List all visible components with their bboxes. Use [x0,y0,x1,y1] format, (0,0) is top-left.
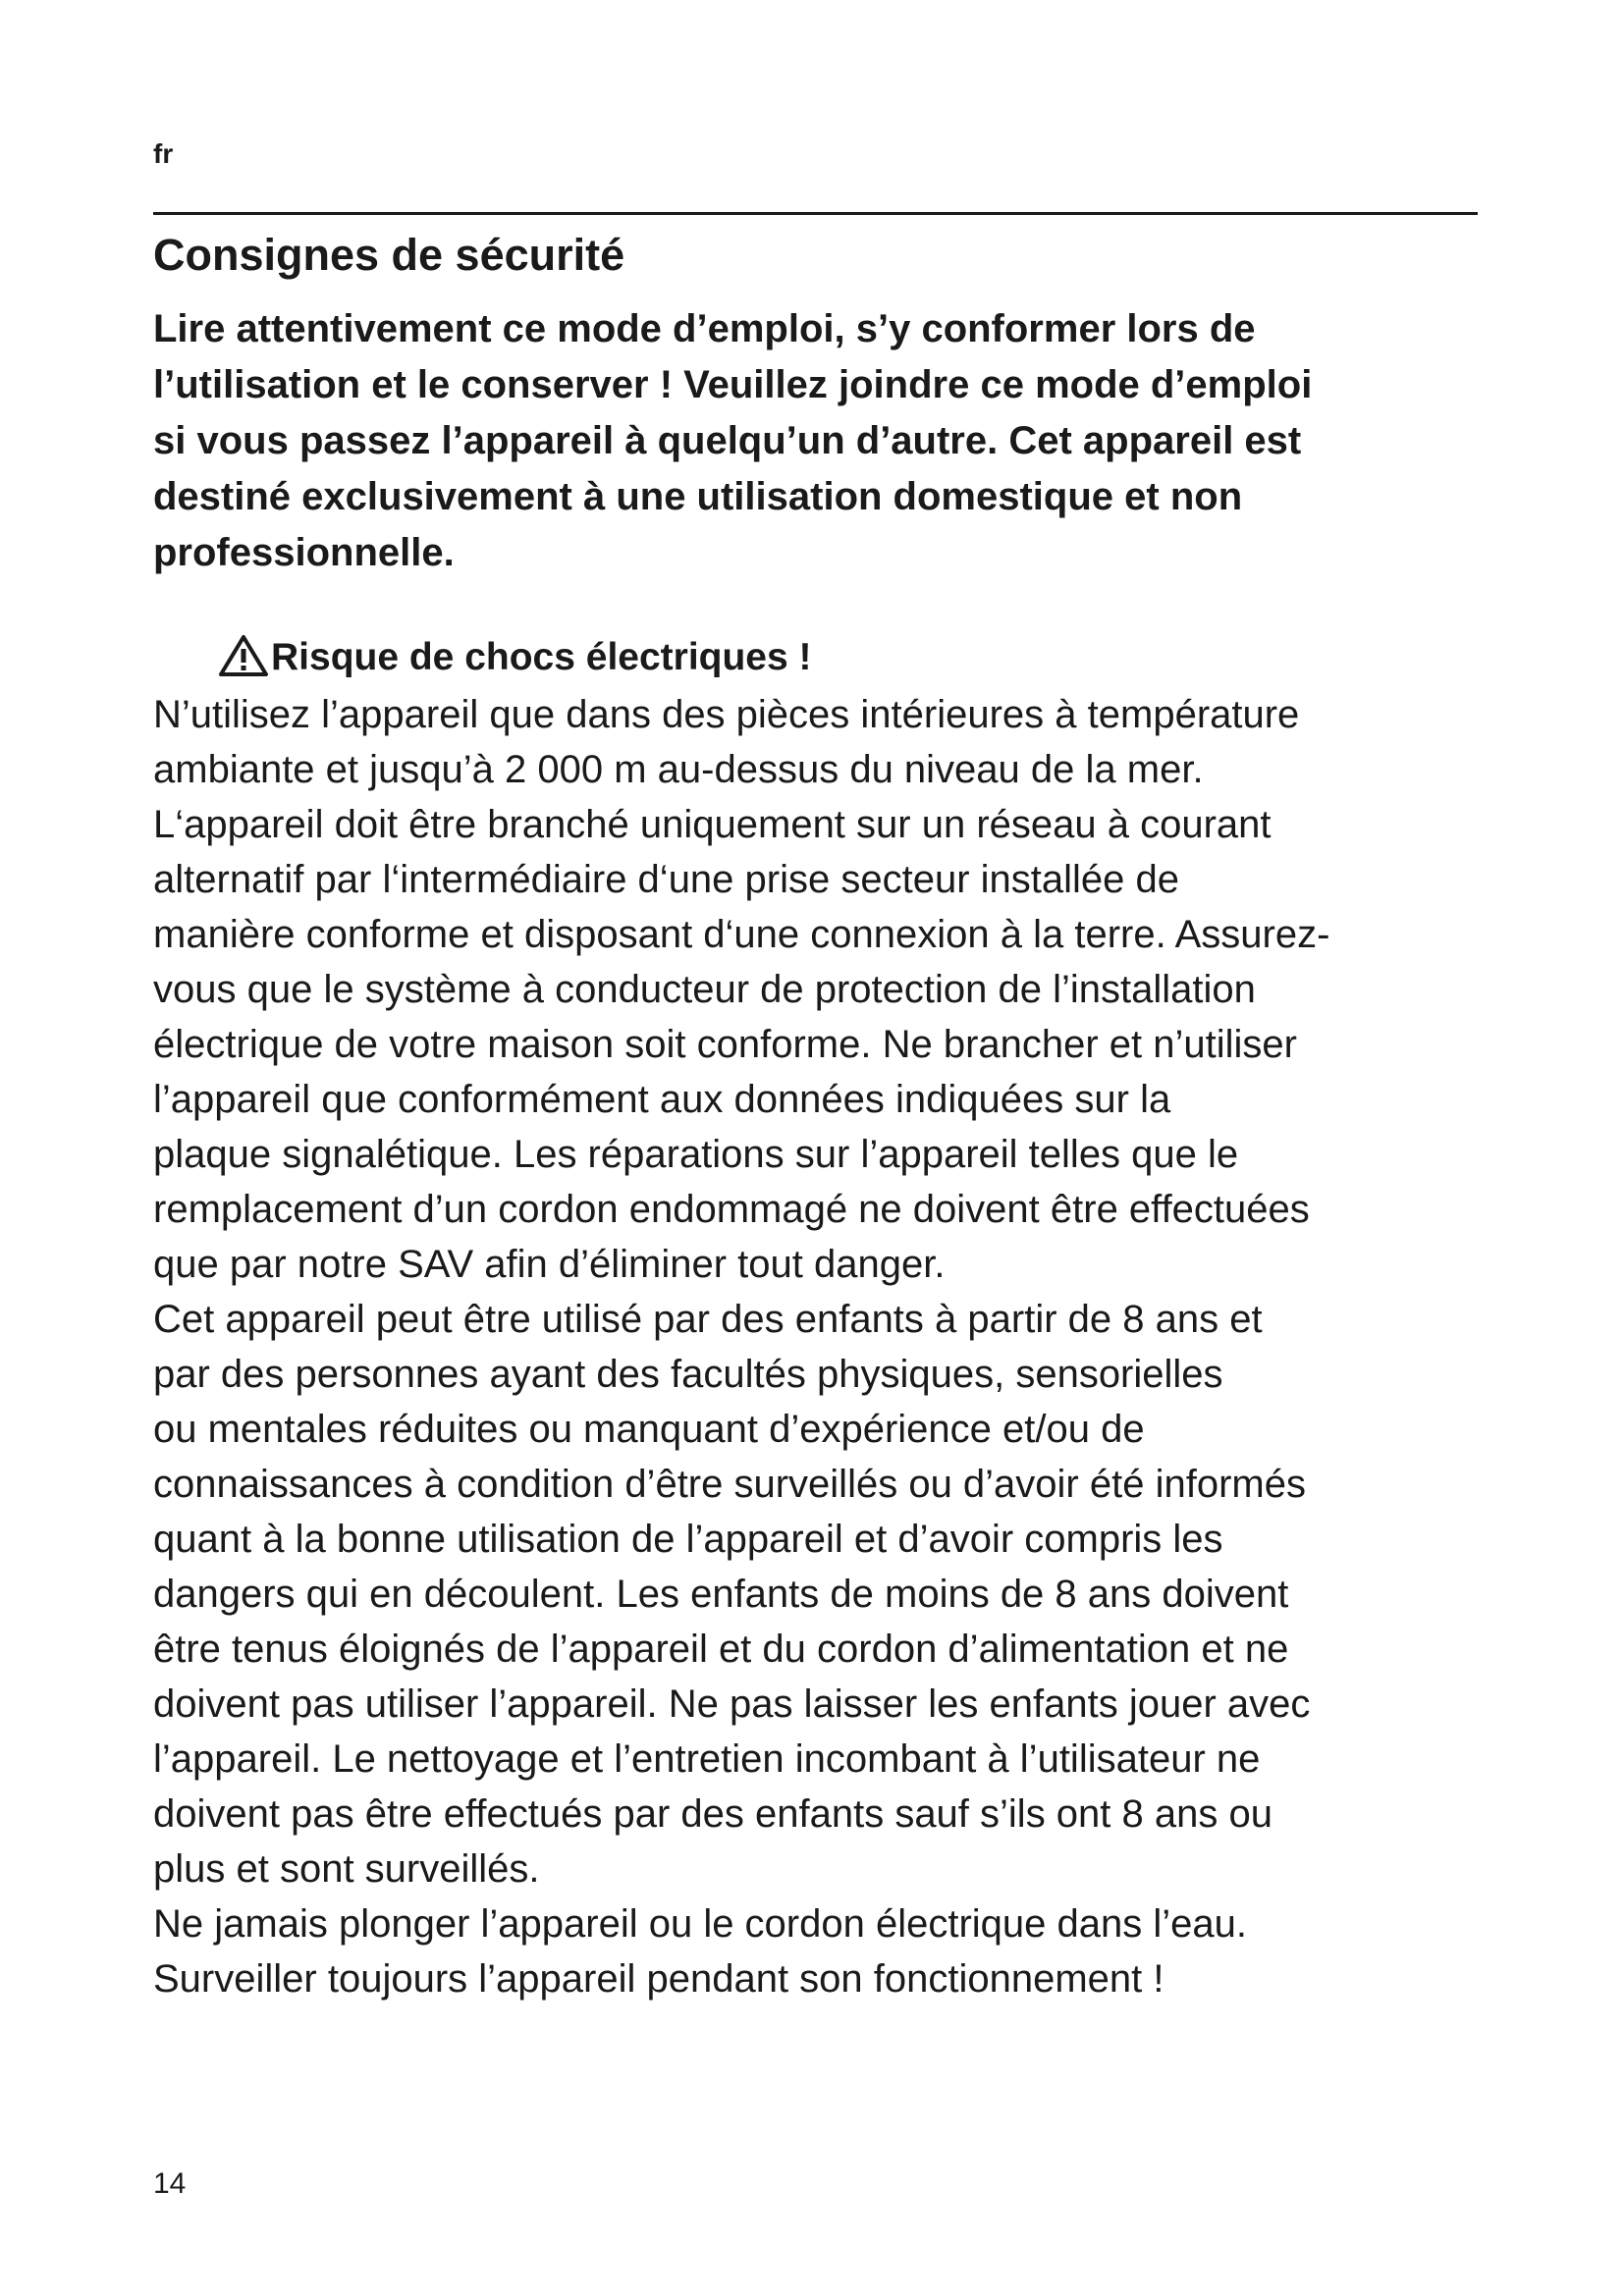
body-line: plus et sont surveillés. [153,1847,540,1891]
intro-line: professionnelle. [153,531,455,574]
body-line: doivent pas utiliser l’appareil. Ne pas laisser les enfants jouer avec [153,1682,1311,1726]
body-line: que par notre SAV afin d’éliminer tout danger. [153,1243,946,1286]
body-line: électrique de votre maison soit conforme. Ne brancher et n’utiliser [153,1023,1297,1066]
body-line: l’appareil. Le nettoyage et l’entretien incombant à l’utilisateur ne [153,1737,1261,1781]
warning-heading-text: Risque de chocs électriques ! [271,636,812,678]
body-line: Ne jamais plonger l’appareil ou le cordon électrique dans l’eau. [153,1902,1248,1946]
body-line: l’appareil que conformément aux données indiquées sur la [153,1078,1171,1121]
body-line: L‘appareil doit être branché uniquement sur un réseau à courant [153,803,1272,846]
body-line: Cet appareil peut être utilisé par des enfants à partir de 8 ans et [153,1298,1263,1341]
body-line: Surveiller toujours l’appareil pendant son fonctionnement ! [153,1957,1164,2001]
body-line: par des personnes ayant des facultés physiques, sensorielles [153,1353,1223,1396]
page-number: 14 [153,2167,187,2200]
header-divider [153,212,1478,215]
body-line: être tenus éloignés de l’appareil et du cordon d’alimentation et ne [153,1628,1289,1671]
body-line: N’utilisez l’appareil que dans des pièces intérieures à température [153,693,1300,736]
body-line: alternatif par l‘intermédiaire d‘une prise secteur installée de [153,858,1179,901]
body-line: dangers qui en découlent. Les enfants de moins de 8 ans doivent [153,1573,1289,1616]
warning-heading [218,628,812,687]
intro-line: Lire attentivement ce mode d’emploi, s’y conformer lors de [153,307,1256,350]
warning-triangle-icon [218,634,269,677]
body-line: ou mentales réduites ou manquant d’expérience et/ou de [153,1408,1145,1451]
body-line: remplacement d’un cordon endommagé ne doivent être effectuées [153,1188,1310,1231]
safety-body-text [153,687,1329,2006]
intro-line: destiné exclusivement à une utilisation domestique et non [153,475,1243,518]
section-title: Consignes de sécurité [153,230,625,280]
intro-paragraph [153,301,1312,581]
intro-line: l’utilisation et le conserver ! Veuillez joindre ce mode d’emploi [153,363,1313,406]
language-tag: fr [153,138,174,169]
body-line: ambiante et jusqu’à 2 000 m au-dessus du niveau de la mer. [153,748,1204,791]
body-line: vous que le système à conducteur de protection de l’installation [153,968,1256,1011]
body-line: quant à la bonne utilisation de l’appareil et d’avoir compris les [153,1518,1223,1561]
body-line: plaque signalétique. Les réparations sur l’appareil telles que le [153,1133,1239,1176]
body-line: doivent pas être effectués par des enfants sauf s’ils ont 8 ans ou [153,1792,1272,1836]
body-line: manière conforme et disposant d‘une connexion à la terre. Assurez- [153,913,1330,956]
intro-line: si vous passez l’appareil à quelqu’un d’autre. Cet appareil est [153,419,1302,462]
body-line: connaissances à condition d’être surveillés ou d’avoir été informés [153,1463,1306,1506]
